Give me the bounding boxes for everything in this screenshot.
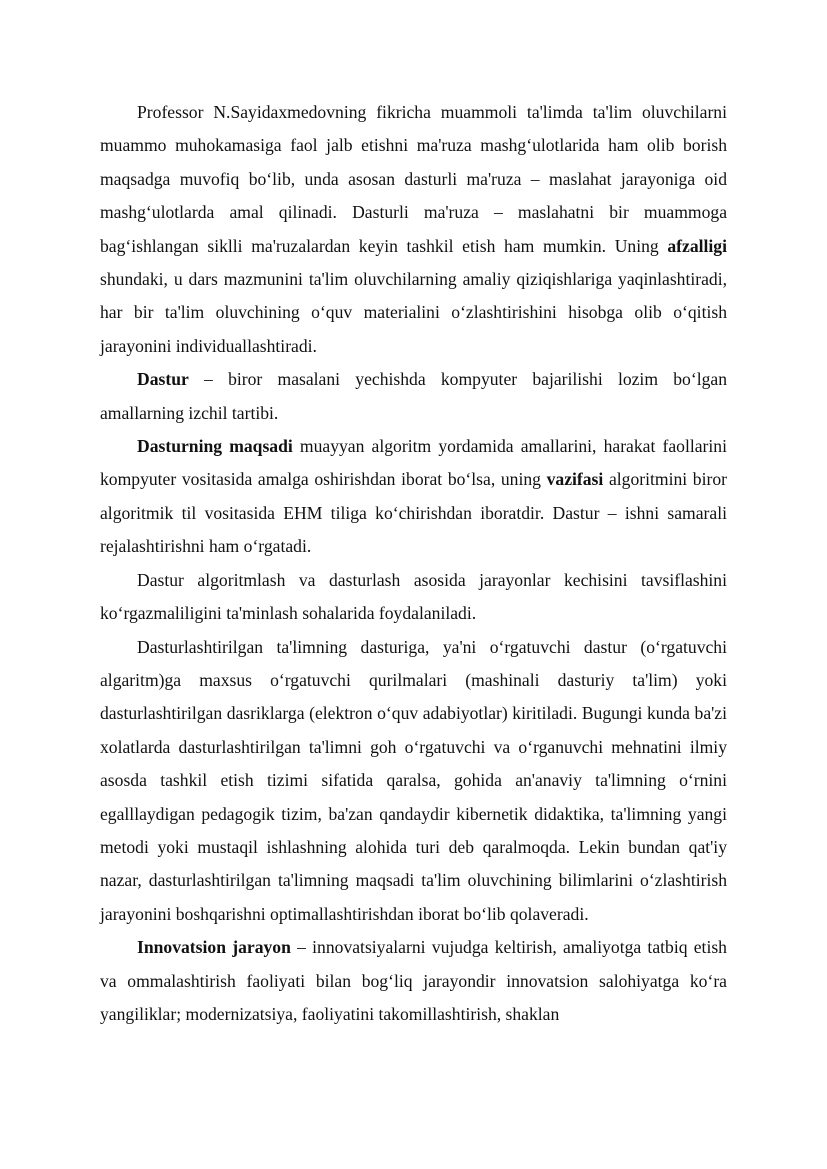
- paragraph-text: Dastur algoritmlash va dasturlash asosida jarayonlar kechisini tavsiflashini ko‘rgazmaliligini ta'minlash sohalarida foydalaniladi.: [100, 569, 727, 624]
- term-vazifasi: vazifasi: [546, 469, 604, 490]
- term-dastur: Dastur: [137, 369, 189, 390]
- paragraph-dastur-maqsadi: [100, 430, 727, 564]
- paragraph-dastur-definition: [100, 363, 727, 430]
- paragraph-text: Dasturlashtirilgan ta'limning dasturiga, ya'ni o‘rgatuvchi dastur (o‘rgatuvchi algaritm)ga maxsus o‘rgatuvchi qurilmalari (mashinali dasturiy ta'lim) yoki dasturlashtirilgan dasriklarga (elektron o‘quv adabiyotlar) kiritiladi. Bugungi kunda ba'zi xolatlarda dasturlashtirilgan ta'limni goh o‘rgatuvchi va o‘rganuvchi mehnatini ilmiy asosda tashkil etish tizimi sifatida qaralsa, gohida an'anaviy ta'limning o‘rnini egalllaydigan pedagogik tizim, ba'zan qandaydir kibernetik didaktika, ta'limning yangi metodi yoki mustaqil ishlashning alohida turi deb qaralmoqda. Lekin bundan qat'iy nazar, dasturlashtirilgan ta'limning maqsadi ta'lim oluvchining bilimlarini o‘zlashtirish jarayonini boshqarishni optimallashtirishdan iborat bo‘lib qolaveradi.: [100, 636, 727, 924]
- term-innovatsion-jarayon: Innovatsion jarayon: [137, 937, 291, 958]
- document-page: [100, 96, 727, 1031]
- paragraph-sayidaxmedov: [100, 96, 727, 363]
- paragraph-dastur-usage: [100, 564, 727, 631]
- paragraph-text: algoritmini biror algoritmik til vositasida EHM tiliga ko‘chirishdan iboratdir. Dastur – ishni samarali rejalashtirishni ham o‘rgatadi.: [100, 469, 727, 557]
- term-afzalligi: afzalligi: [667, 235, 727, 256]
- paragraph-text: – biror masalani yechishda kompyuter bajarilishi lozim bo‘lgan amallarning izchil tartibi.: [100, 369, 727, 423]
- term-dasturning-maqsadi: Dasturning maqsadi: [137, 436, 293, 457]
- paragraph-innovation-process: [100, 931, 727, 1031]
- paragraph-programmed-learning: [100, 631, 727, 932]
- paragraph-text: Professor N.Sayidaxmedovning fikricha muammoli ta'limda ta'lim oluvchilarni muammo muhokamasiga faol jalb etishni ma'ruza mashg‘ulotlarida ham olib borish maqsadga muvofiq bo‘lib, unda asosan dasturli ma'ruza – maslahat jarayoniga oid mashg‘ulotlarda amal qilinadi. Dasturli ma'ruza – maslahatni bir muammoga bag‘ishlangan siklli ma'ruzalardan keyin tashkil etish ham mumkin. Uning: [100, 102, 727, 256]
- paragraph-text: muayyan algoritm yordamida amallarini, harakat faollarini kompyuter vositasida amalga oshirishdan iborat bo‘lsa, uning: [100, 436, 727, 490]
- paragraph-text: – innovatsiyalarni vujudga keltirish, amaliyotga tatbiq etish va ommalashtirish faoliyati bilan bog‘liq jarayondir innovatsion salohiyatga ko‘ra yangiliklar; modernizatsiya, faoliyatini takomillashtirish, shaklan: [100, 937, 727, 1024]
- paragraph-text: shundaki, u dars mazmunini ta'lim oluvchilarning amaliy qiziqishlariga yaqinlashtiradi, har bir ta'lim oluvchining o‘quv materialini o‘zlashtirishini hisobga olib o‘qitish jarayonini individuallashtiradi.: [100, 269, 727, 356]
